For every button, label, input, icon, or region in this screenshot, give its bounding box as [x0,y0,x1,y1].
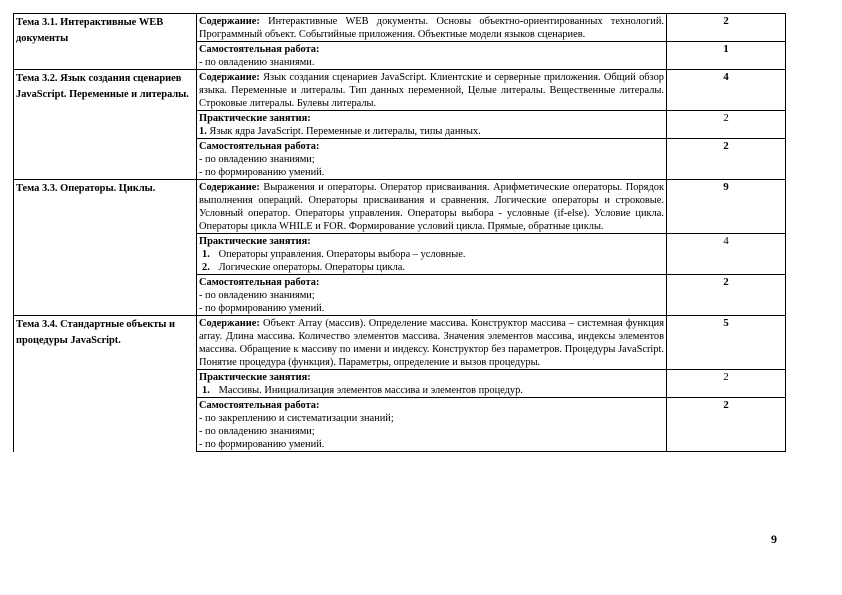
table-row [14,70,786,111]
self-work-line: - по формированию умений. [199,439,325,450]
practice-cell [197,111,667,139]
self-work-cell [197,139,667,180]
hours-cell: 2 [667,398,786,452]
content-cell [197,180,667,234]
hours-cell: 1 [667,42,786,70]
topic-title: Тема 3.4. Стандартные объекты и процедуры JavaScript. [16,319,176,346]
topic-cell [14,70,197,180]
content-label: Содержание: [199,182,260,193]
self-work-line: - по овладению знаниями; [199,290,315,301]
self-work-heading: Самостоятельная работа: [199,277,320,288]
self-work-cell [197,42,667,70]
self-work-line: - по овладению знаниями; [199,154,315,165]
topic-cell [14,180,197,316]
table-row [14,14,786,42]
self-work-line: - по овладению знаниями; [199,426,315,437]
hours-cell: 2 [667,275,786,316]
content-label: Содержание: [199,16,260,27]
content-cell [197,70,667,111]
hours-cell: 9 [667,180,786,234]
practice-item [199,248,664,261]
practice-item-number: 1. [199,126,207,137]
topic-title: Тема 3.3. Операторы. Циклы. [16,183,156,194]
topic-cell [14,316,197,452]
content-label: Содержание: [199,318,260,329]
content-text: Выражения и операторы. Оператор присваивания. Арифметические операторы. Порядок выполнения операций. Операторы присваивания и сравнения. Логические операторы и строковые. Условный оператор. Операторы управления. Операторы выбора - условные (if-else). Условие цикла. Операторы цикла WHILE и FOR. Формирование условий цикла. Прямые, обратные циклы. [199,182,664,232]
content-label: Содержание: [199,72,260,83]
self-work-heading: Самостоятельная работа: [199,44,320,55]
self-work-heading: Самостоятельная работа: [199,400,320,411]
practice-item [199,125,664,138]
practice-item [199,261,664,274]
self-work-line: - по закреплению и систематизации знаний; [199,413,394,424]
hours-cell: 4 [667,234,786,275]
self-work-cell [197,275,667,316]
self-work-cell [197,398,667,452]
practice-item-text: Логические операторы. Операторы цикла. [218,262,405,273]
curriculum-table [13,13,786,452]
self-work-line: - по овладению знаниями. [199,57,315,68]
self-work-line: - по формированию умений. [199,303,325,314]
practice-heading: Практические занятия: [199,113,311,124]
hours-cell: 2 [667,111,786,139]
practice-heading: Практические занятия: [199,372,311,383]
practice-item-text: Массивы. Инициализация элементов массива и элементов процедур. [218,385,523,396]
content-text: Объект Array (массив). Определение массива. Конструктор массива – системная функция array. Длина массива. Количество элементов массива. Значения элементов массива, индексы элементов массива. Обращение к массиву по имени и индексу. Конструктор без параметров. Процедуры JavaScript. Понятие процедура (функция). Параметры, определение и вызов процедуры. [199,318,664,368]
topic-title: Тема 3.2. Язык создания сценариев JavaScript. Переменные и литералы. [16,73,189,100]
page-number: 9 [771,532,777,546]
hours-cell: 4 [667,70,786,111]
content-cell [197,14,667,42]
practice-cell [197,234,667,275]
practice-item [199,384,664,397]
hours-cell: 2 [667,14,786,42]
content-cell [197,316,667,370]
table-row [14,316,786,370]
topic-title: Тема 3.1. Интерактивные WEB документы [16,17,164,44]
topic-cell [14,14,197,70]
hours-cell: 2 [667,370,786,398]
table-row [14,180,786,234]
practice-item-number: 1. [202,249,210,260]
content-text: Язык создания сценариев JavaScript. Клиентские и серверные приложения. Общий обзор языка. Переменные и литералы. Тип данных переменной, Целые литералы. Вещественные литералы. Строковые литералы. Булевы литералы. [199,72,664,109]
self-work-heading: Самостоятельная работа: [199,141,320,152]
practice-item-text: Операторы управления. Операторы выбора – условные. [218,249,466,260]
content-text: Интерактивные WEB документы. Основы объектно-ориентированных технологий. Программный объект. Событийные приложения. Объектные модели языков сценариев. [199,16,664,40]
practice-item-number: 2. [202,262,210,273]
hours-cell: 2 [667,139,786,180]
practice-item-number: 1. [202,385,210,396]
self-work-line: - по формированию умений. [199,167,325,178]
hours-cell: 5 [667,316,786,370]
practice-cell [197,370,667,398]
practice-heading: Практические занятия: [199,236,311,247]
practice-item-text: Язык ядра JavaScript. Переменные и литералы, типы данных. [209,126,481,137]
